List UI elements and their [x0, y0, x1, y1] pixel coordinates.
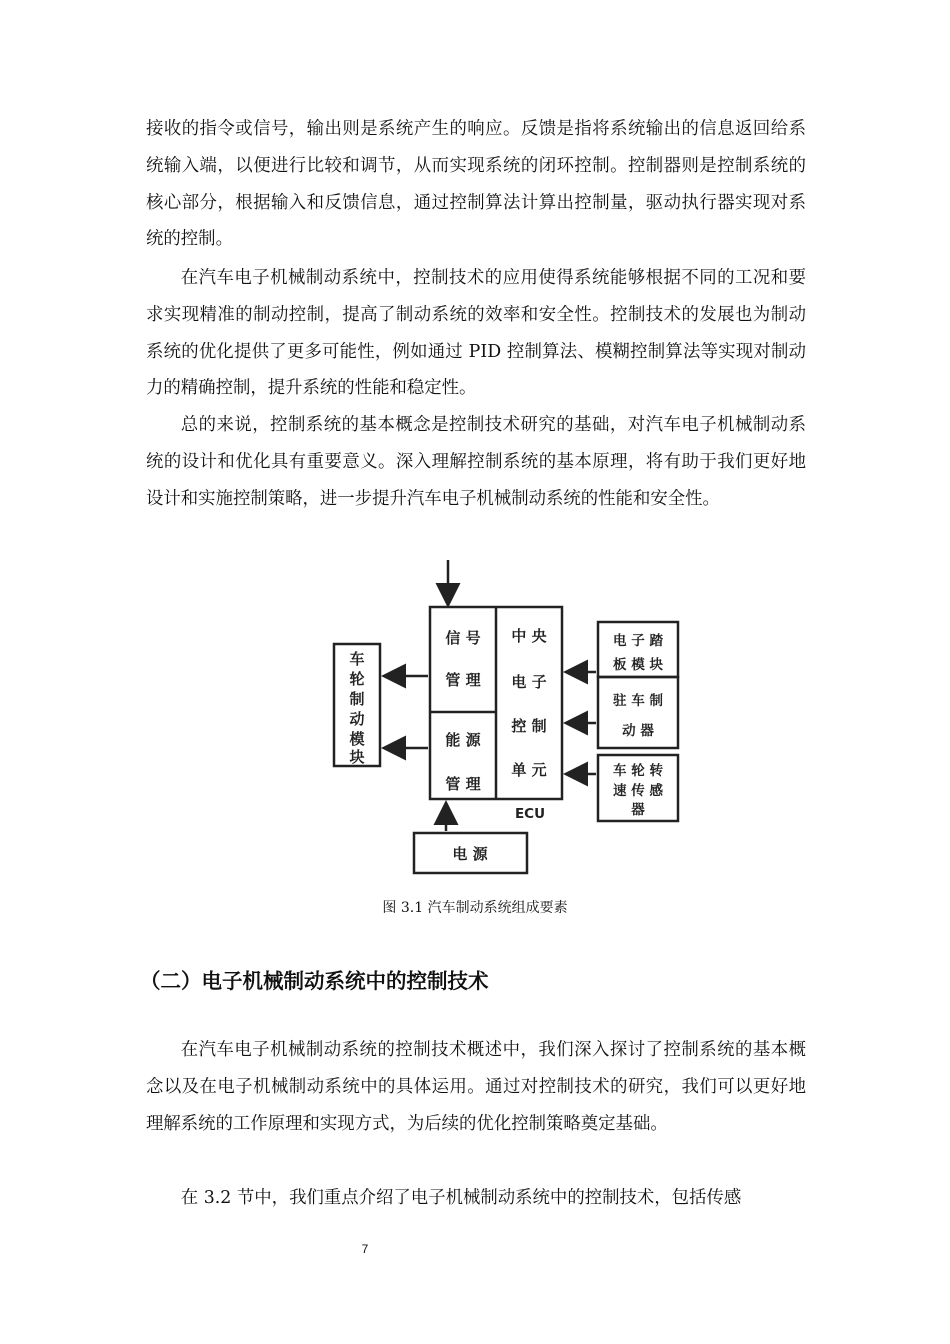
wheel-brake-char-6: 块	[349, 748, 365, 766]
wheel-brake-char-2: 轮	[349, 670, 365, 688]
pedal-module-line-1: 电 子 踏	[613, 633, 663, 649]
ecu-label: ECU	[514, 806, 546, 822]
wheel-speed-line-1: 车 轮 转	[613, 763, 663, 779]
energy-mgmt-line-1: 能 源	[445, 731, 481, 749]
central-unit-line-2: 电 子	[511, 673, 547, 691]
energy-mgmt-line-2: 管 理	[445, 775, 481, 793]
body-paragraph-4: 在汽车电子机械制动系统的控制技术概述中，我们深入探讨了控制系统的基本概念以及在电子机械制动系统中的具体运用。通过对控制技术的研究，我们可以更好地理解系统的工作原理和实现方式，为后续的优化控制策略奠定基础。	[146, 1040, 806, 1134]
body-paragraph-5: 在 3.2 节中，我们重点介绍了电子机械制动系统中的控制技术，包括传感	[180, 1188, 742, 1208]
page-number: 7	[361, 1242, 369, 1256]
power-label: 电 源	[452, 845, 488, 863]
body-paragraph-2: 在汽车电子机械制动系统中，控制技术的应用使得系统能够根据不同的工况和要求实现精准的制动控制，提高了制动系统的效率和安全性。控制技术的发展也为制动系统的优化提供了更多可能性，例如通过 PID 控制算法、模糊控制算法等实现对制动力的精确控制，提升系统的性能和稳定性。	[146, 268, 806, 399]
section-heading: （二）电子机械制动系统中的控制技术	[140, 969, 489, 993]
figure-caption: 图 3.1 汽车制动系统组成要素	[382, 900, 568, 916]
brake-system-diagram	[320, 555, 700, 885]
wheel-brake-char-5: 模	[349, 730, 365, 748]
central-unit-line-4: 单 元	[511, 761, 547, 779]
wheel-brake-char-3: 制	[349, 690, 365, 708]
parking-brake-line-2: 动 器	[622, 723, 654, 739]
central-unit-line-3: 控 制	[511, 717, 547, 735]
wheel-brake-char-4: 动	[349, 710, 365, 728]
parking-brake-line-1: 驻 车 制	[613, 693, 663, 709]
body-paragraph-1: 接收的指令或信号，输出则是系统产生的响应。反馈是指将系统输出的信息返回给系统输入端，以便进行比较和调节，从而实现系统的闭环控制。控制器则是控制系统的核心部分，根据输入和反馈信息，通过控制算法计算出控制量，驱动执行器实现对系统的控制。	[146, 119, 806, 250]
body-paragraph-3: 总的来说，控制系统的基本概念是控制技术研究的基础，对汽车电子机械制动系统的设计和优化具有重要意义。深入理解控制系统的基本原理，将有助于我们更好地设计和实施控制策略，进一步提升汽车电子机械制动系统的性能和安全性。	[146, 415, 806, 509]
wheel-brake-char-1: 车	[349, 650, 365, 668]
wheel-speed-line-2: 速 传 感	[613, 783, 663, 799]
wheel-speed-line-3: 器	[631, 802, 645, 818]
central-unit-line-1: 中 央	[511, 627, 547, 645]
pedal-module-line-2: 板 模 块	[613, 657, 663, 673]
signal-mgmt-line-1: 信 号	[445, 629, 481, 647]
signal-mgmt-line-2: 管 理	[445, 671, 481, 689]
